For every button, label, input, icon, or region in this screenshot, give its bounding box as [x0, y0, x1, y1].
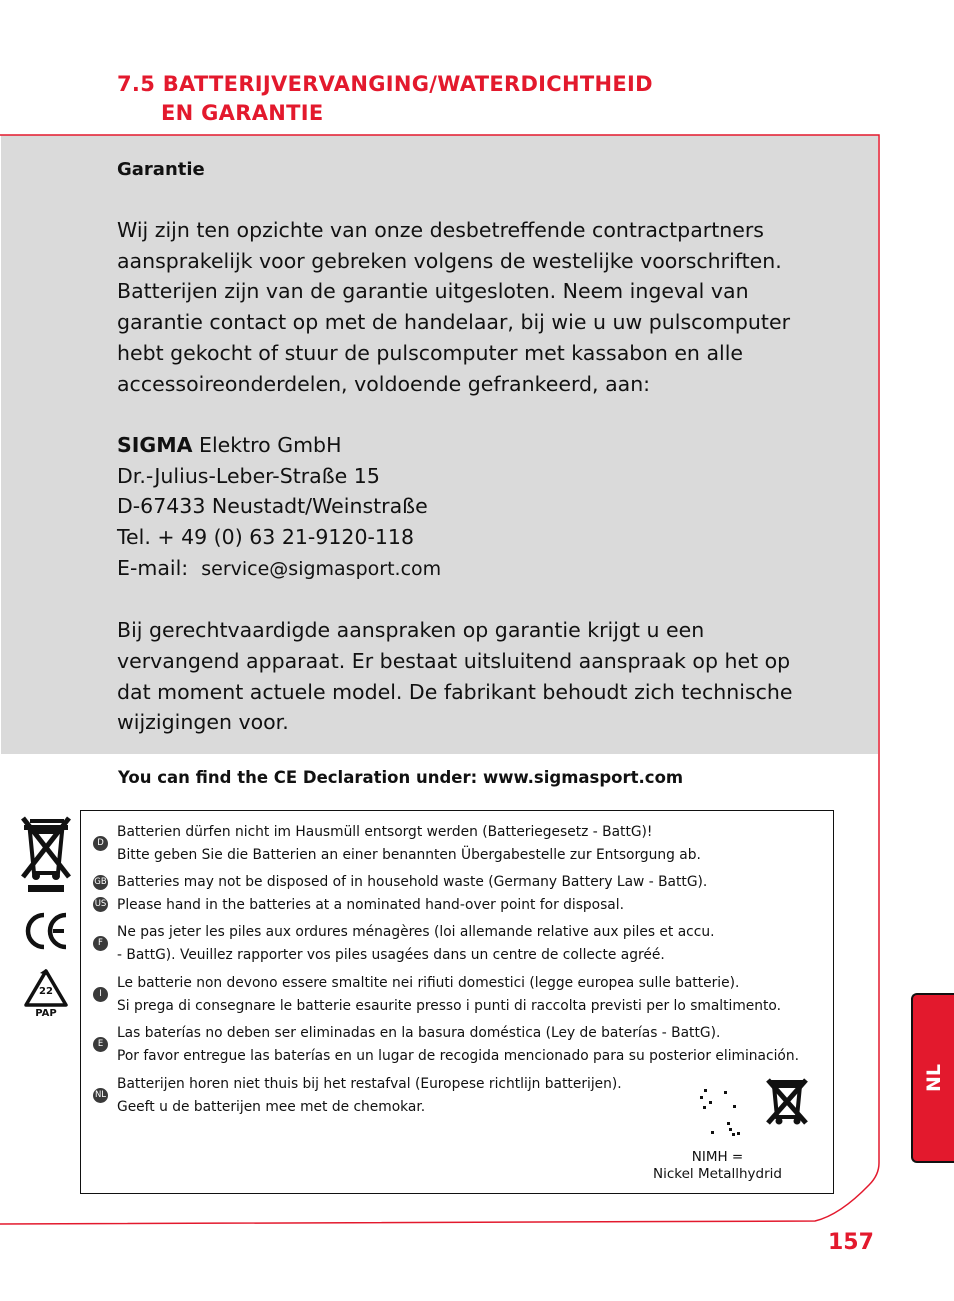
language-tab-nl[interactable]: [911, 993, 954, 1163]
language-badge-f: F: [93, 936, 108, 951]
recycling-code: 22: [39, 986, 53, 997]
email-label: E-mail:: [117, 555, 195, 580]
address-email-line: [117, 553, 817, 585]
language-badge-i: I: [93, 987, 108, 1002]
language-tab-label: NL: [922, 1063, 945, 1093]
nimh-line1: NIMH =: [691, 1149, 744, 1165]
language-badge-e: E: [93, 1037, 108, 1052]
disposal-line: - BattG). Veuillez rapporter vos piles usagées dans un centre de collecte agréé.: [117, 947, 665, 963]
guarantee-paragraph-1: Wij zijn ten opzichte van onze desbetreffende contractpartners aansprakelijk voor gebreken volgens de westelijke voorschriften. Batterijen zijn van de garantie uitgesloten. Neem ingeval van garantie contact op met de handelaar, bij wie u uw pulscomputer hebt gekocht of stuur de pulscomputer met kassabon en alle accessoireonderdelen, voldoende gefrankeerd, aan:: [117, 218, 790, 396]
page-number: 157: [828, 1230, 874, 1255]
ce-mark-icon: [20, 907, 72, 957]
guarantee-paragraph-2: Bij gerechtvaardigde aanspraken op garantie krijgt u een vervangend apparaat. Er bestaat uitsluitend aanspraak op het op dat moment actuele model. De fabrikant behoudt zich technische wijzigingen voor.: [117, 618, 793, 735]
language-badge-d: D: [93, 836, 108, 851]
ce-declaration-text: You can find the CE Declaration under: www.sigmasport.com: [118, 768, 684, 787]
disposal-line: Las baterías no deben ser eliminadas en la basura doméstica (Ley de baterías - BattG).: [117, 1025, 721, 1041]
recycling-triangle-icon: [20, 967, 72, 1025]
disposal-line: Geeft u de batterijen mee met de chemokar.: [117, 1099, 426, 1115]
nimh-caption: [653, 1149, 782, 1183]
language-badge-gb: GB: [93, 875, 108, 890]
disposal-line: Batterien dürfen nicht im Hausmüll entsorgt werden (Batteriegesetz - BattG)!: [117, 824, 653, 840]
guarantee-content: [117, 155, 817, 769]
disposal-line: Si prega di consegnare le batterie esaurite presso i punti di raccolta previsti per lo smaltimento.: [117, 998, 782, 1014]
disposal-line: Por favor entregue las baterías en un lugar de recogida mencionado para su posterior eliminación.: [117, 1048, 799, 1064]
disposal-line: Please hand in the batteries at a nominated hand-over point for disposal.: [117, 897, 624, 913]
guarantee-heading: Garantie: [117, 159, 205, 180]
small-crossed-bin-icon: [765, 1077, 809, 1129]
battery-disposal-box: [80, 810, 834, 1194]
email-link[interactable]: service@sigmasport.com: [201, 557, 442, 580]
section-title-line2: EN GARANTIE: [161, 101, 324, 125]
disposal-line: Le batterie non devono essere smaltite nei rifiuti domestici (legge europea sulle batterie).: [117, 975, 740, 991]
address-street: Dr.-Julius-Leber-Straße 15: [117, 463, 380, 488]
company-brand: SIGMA: [117, 432, 193, 457]
regulatory-icons: [20, 815, 72, 1025]
disposal-line: Batterijen horen niet thuis bij het restafval (Europese richtlijn batterijen).: [117, 1076, 622, 1092]
language-badge-nl: NL: [93, 1088, 108, 1103]
language-badge-us: US: [93, 897, 108, 912]
nimh-line2: Nickel Metallhydrid: [653, 1166, 782, 1182]
company-rest: Elektro GmbH: [192, 432, 342, 457]
battery-dots-icon: [696, 1087, 746, 1139]
disposal-line: Bitte geben Sie die Batterien an einer benannten Übergabestelle zur Entsorgung ab.: [117, 847, 701, 863]
disposal-line: Ne pas jeter les piles aux ordures ménagères (loi allemande relative aux piles et accu.: [117, 924, 715, 940]
address-city: D-67433 Neustadt/Weinstraße: [117, 494, 428, 519]
address-phone: Tel. + 49 (0) 63 21-9120-118: [117, 525, 415, 550]
disposal-line: Batteries may not be disposed of in household waste (Germany Battery Law - BattG).: [117, 874, 708, 890]
recycling-label: PAP: [35, 1008, 57, 1019]
service-address: [117, 430, 817, 585]
company-name: [117, 430, 817, 461]
crossed-out-wheelie-bin-icon: [20, 815, 72, 895]
section-title-line1: 7.5 BATTERIJVERVANGING/WATERDICHTHEID: [117, 72, 653, 96]
